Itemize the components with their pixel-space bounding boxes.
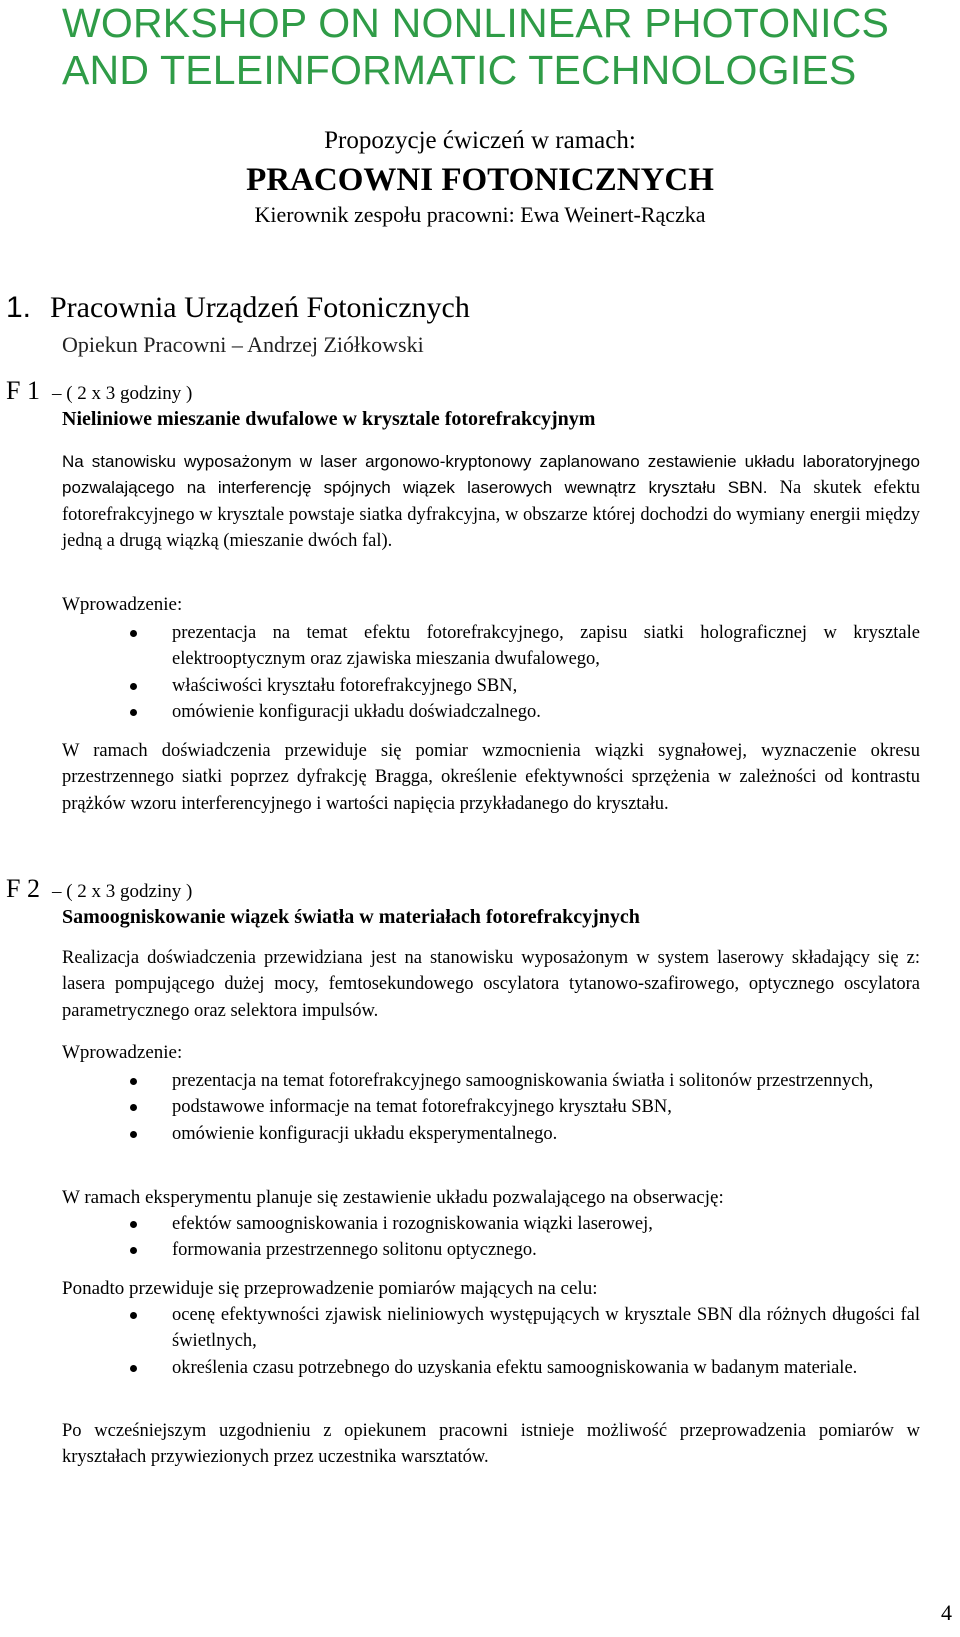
f1-intro-serif: Na skutek efektu fotorefrakcyjnego w krysztale powstaje siatka dyfrakcyjna, w obszarze której dochodzi do wymiany energii między jedną a drugą wiązką (mieszanie dwóch fal). <box>62 478 920 551</box>
list-item: omówienie konfiguracji układu eksperymentalnego. <box>0 1121 920 1147</box>
f2-title: Samoogniskowanie wiązek światła w materiałach fotorefrakcyjnych <box>62 906 640 928</box>
f2-plan-label: W ramach eksperymentu planuje się zestawienie układu pozwalającego na obserwację: <box>62 1187 724 1208</box>
section-number: 1. <box>6 291 32 324</box>
f2-heading <box>6 876 192 905</box>
f2-measure-label: Ponadto przewiduje się przeprowadzenie pomiarów mających na celu: <box>62 1278 598 1299</box>
bullet-icon <box>130 1312 137 1319</box>
f2-intro-paragraph: Realizacja doświadczenia przewidziana jest na stanowisku wyposażonym w system laserowy składający się z: lasera pompującego dużej mocy, femtosekundowego oscylatora tytanowo-szafirowego, optycznego oscylatora parametrycznego oraz selektora impulsów. <box>62 948 920 1021</box>
bullet-icon <box>130 683 137 690</box>
list-item: prezentacja na temat efektu fotorefrakcyjnego, zapisu siatki holograficznej w krysztale elektrooptycznym oraz zjawiska mieszania dwufalowego, <box>0 620 920 673</box>
f1-title: Nieliniowe mieszanie dwufalowe w krysztale fotorefrakcyjnym <box>62 408 596 430</box>
f2-measure-list <box>0 1302 920 1381</box>
workshop-title-line2: AND TELEINFORMATIC TECHNOLOGIES <box>62 47 857 93</box>
list-item: określenia czasu potrzebnego do uzyskania efektu samoogniskowania w badanym materiale. <box>0 1355 920 1381</box>
list-item: właściwości kryształu fotorefrakcyjnego SBN, <box>0 673 920 699</box>
f1-duration: – ( 2 x 3 godziny ) <box>51 383 193 404</box>
bullet-icon <box>130 1221 137 1228</box>
f2-bullet-list <box>0 1068 920 1147</box>
proposals-heading: Propozycje ćwiczeń w ramach: <box>324 127 636 154</box>
f2-duration: – ( 2 x 3 godziny ) <box>51 881 193 902</box>
bullet-icon <box>130 709 137 716</box>
list-item: podstawowe informacje na temat fotorefrakcyjnego kryształu SBN, <box>0 1094 920 1120</box>
list-item: formowania przestrzennego solitonu optycznego. <box>0 1237 920 1263</box>
f2-plan-list <box>0 1211 920 1264</box>
bullet-icon <box>130 1078 137 1085</box>
section-supervisor: Opiekun Pracowni – Andrzej Ziółkowski <box>62 332 424 357</box>
f2-code: F 2 <box>6 874 40 903</box>
f1-intro-sans: Na stanowisku wyposażonym w laser argonowo-kryptonowy zaplanowano zestawienie układu laboratoryjnego pozwalającego na interferencję spójnych wiązek laserowych wewnątrz kryształu SBN. <box>62 452 920 498</box>
section-name: Pracownia Urządzeń Fotonicznych <box>50 291 470 324</box>
bullet-icon <box>130 1104 137 1111</box>
page-number: 4 <box>941 1600 952 1625</box>
f1-code: F 1 <box>6 376 40 405</box>
section-heading <box>6 290 470 326</box>
f1-intro-label: Wprowadzenie: <box>62 594 183 615</box>
list-item: prezentacja na temat fotorefrakcyjnego samoogniskowania światła i solitonów przestrzennych, <box>0 1068 920 1094</box>
f1-closing-paragraph: W ramach doświadczenia przewiduje się pomiar wzmocnienia wiązki sygnałowej, wyznaczenie okresu przestrzennego siatki poprzez dyfrakcję Bragga, określenie efektywności sprzężenia w zależności od kontrastu prążków wzoru interferencyjnego i wartości napięcia przykładanego do kryształu. <box>62 741 920 814</box>
f2-intro-label: Wprowadzenie: <box>62 1042 183 1063</box>
list-item: omówienie konfiguracji układu doświadczalnego. <box>0 699 920 725</box>
f1-bullet-list <box>0 620 920 725</box>
list-item: efektów samoogniskowania i rozogniskowania wiązki laserowej, <box>0 1211 920 1237</box>
workshop-title-line1: WORKSHOP ON NONLINEAR PHOTONICS <box>62 0 890 46</box>
bullet-icon <box>130 1131 137 1138</box>
bullet-icon <box>130 1247 137 1254</box>
list-item: ocenę efektywności zjawisk nieliniowych występujących w krysztale SBN dla różnych długości fal świetlnych, <box>0 1302 920 1355</box>
laboratory-name: PRACOWNI FOTONICZNYCH <box>246 162 714 198</box>
team-leader: Kierownik zespołu pracowni: Ewa Weinert-Rączka <box>254 202 706 227</box>
bullet-icon <box>130 630 137 637</box>
workshop-title <box>62 0 960 94</box>
bullet-icon <box>130 1365 137 1372</box>
f1-heading <box>6 378 192 407</box>
f2-final-paragraph: Po wcześniejszym uzgodnieniu z opiekunem pracowni istnieje możliwość przeprowadzenia pomiarów w kryształach przywiezionych przez uczestnika warsztatów. <box>62 1421 920 1468</box>
f1-intro-paragraph <box>62 449 920 554</box>
